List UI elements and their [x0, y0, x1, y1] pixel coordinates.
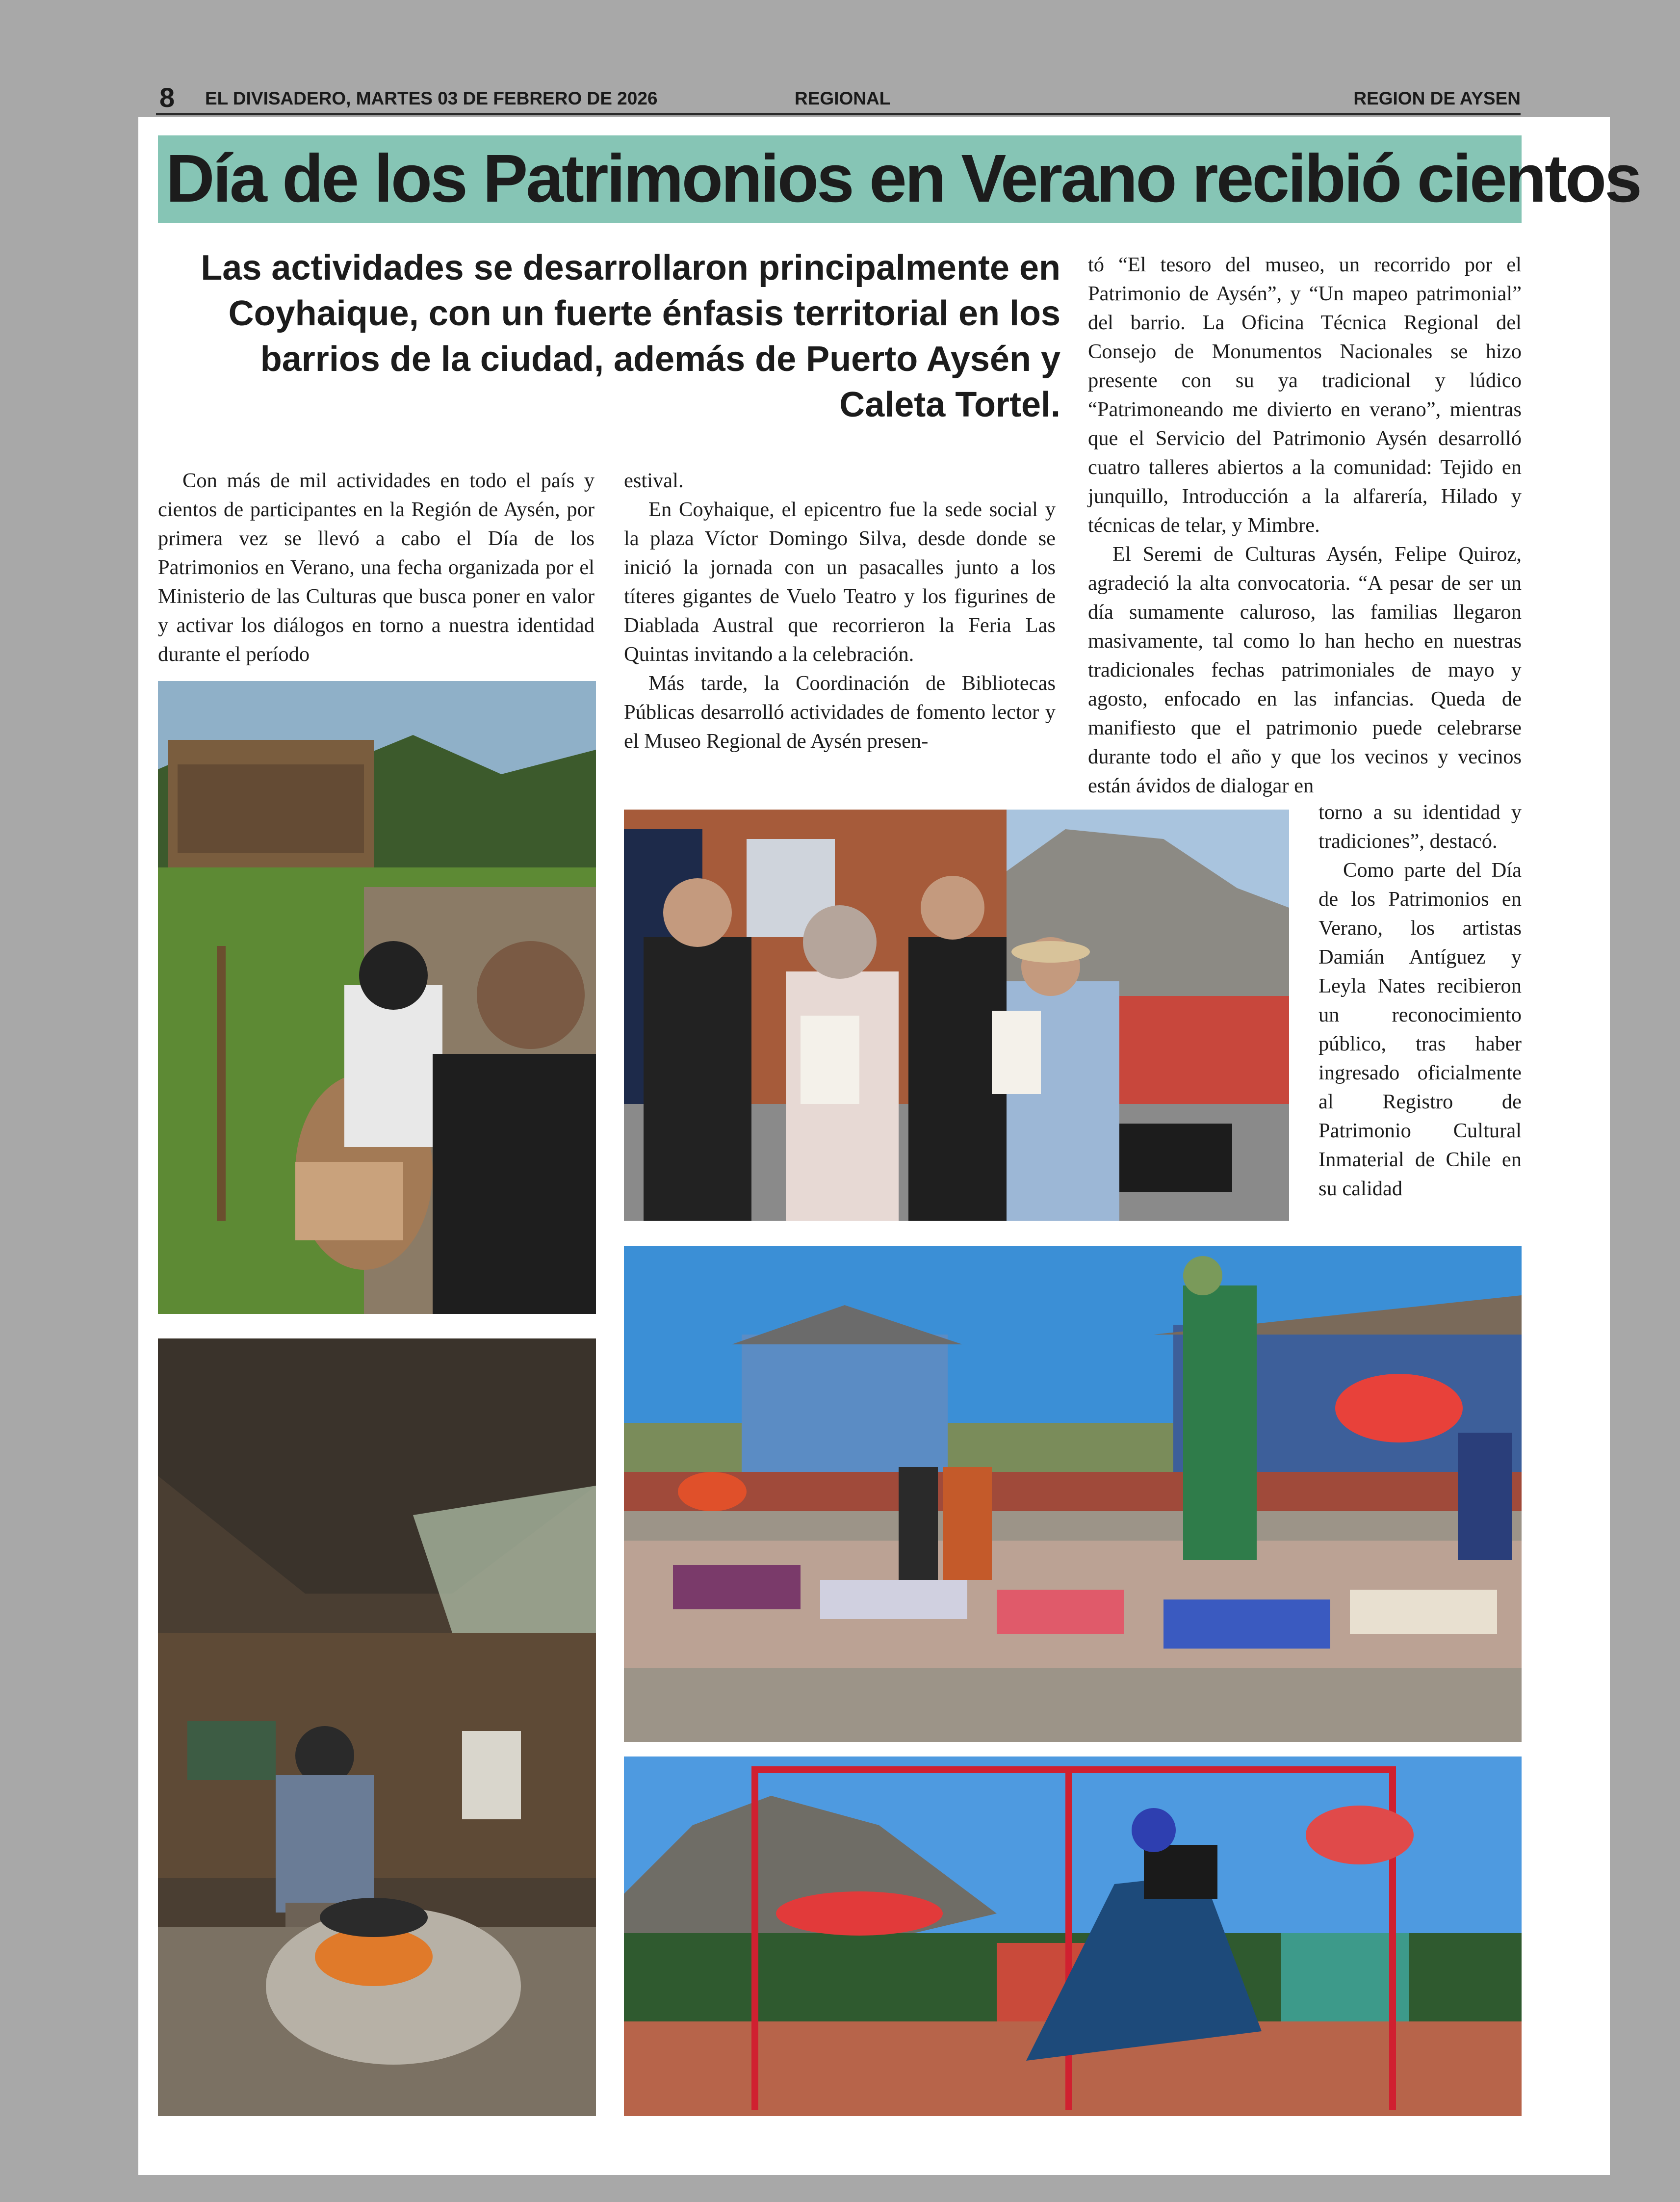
paragraph: Como parte del Día de los Patrimonios en Verano, los artistas Damián Antíguez y Leyla Nates recibieron un reconocimiento público, tras haber ingresado oficialmente al Registro de Patrimonio Cultural Inmaterial de Chile en su calidad — [1318, 859, 1522, 1200]
dancer-swing-image — [624, 1756, 1522, 2116]
paragraph: torno a su identidad y tradiciones”, destacó. — [1318, 801, 1522, 853]
campfire-image — [158, 1338, 596, 2116]
paragraph: Más tarde, la Coordinación de Bibliotecas Públicas desarrolló actividades de fomento lector y el Museo Regional de Aysén presen- — [624, 672, 1056, 753]
paragraph: En Coyhaique, el epicentro fue la sede social y la plaza Víctor Domingo Silva, desde donde se inició la jornada con un pasacalles junto a los títeres gigantes de Vuelo Teatro y los figurines de Diablada Austral que recorrieron la Feria Las Quintas invitando a la celebración. — [624, 498, 1056, 666]
newspaper-page — [138, 117, 1640, 2175]
paragraph: Con más de mil actividades en todo el país y cientos de participantes en la Región de Aysén, por primera vez se llevó a cabo el Día de los Patrimonios en Verano, una fecha organizada por el Ministerio de las Culturas que busca poner en valor y activar los diálogos en torno a nuestra identidad durante el período — [158, 469, 594, 666]
ceremony-image — [624, 810, 1289, 1221]
wood-carving-image — [158, 681, 596, 1314]
street-fair-image — [624, 1246, 1522, 1742]
campfire-photo — [158, 1338, 596, 2116]
dancer-swing-photo — [624, 1756, 1522, 2116]
article-column-2 — [624, 466, 1056, 756]
header-rule — [156, 113, 1521, 115]
section-label: REGIONAL — [795, 88, 891, 108]
paragraph: El Seremi de Culturas Aysén, Felipe Quiroz, agradeció la alta convocatoria. “A pesar de ser un día sumamente caluroso, las familias llegaron masivamente, tal como lo han hecho en nuestras tradicionales fechas patrimoniales de mayo y agosto, enfocado en las infancias. Queda de manifiesto que el patrimonio puede celebrarse durante todo el año y que los vecinos y vecinos están ávidos de dialogar en — [1088, 543, 1522, 797]
page-number: 8 — [159, 82, 175, 113]
subheadline: Las actividades se desarrollaron principalmente en Coyhaique, con un fuerte énfasis territorial en los barrios de la ciudad, además de Puerto Aysén y Caleta Tortel. — [201, 248, 1060, 424]
headline: Día de los Patrimonios en Verano recibió cientos — [166, 141, 1640, 216]
street-fair-photo — [624, 1246, 1522, 1742]
article-column-1 — [158, 466, 594, 669]
newspaper-dateline: EL DIVISADERO, MARTES 03 DE FEBRERO DE 2026 — [205, 88, 658, 108]
headline-band — [158, 135, 1640, 223]
article-column-3-narrow — [1318, 798, 1522, 1203]
page-header — [156, 84, 1521, 114]
wood-carving-photo — [158, 681, 596, 1314]
region-label: REGION DE AYSEN — [1353, 88, 1521, 108]
paragraph: tó “El tesoro del museo, un recorrido por el Patrimonio de Aysén”, y “Un mapeo patrimonial” del barrio. La Oficina Técnica Regional del Consejo de Monumentos Nacionales se hizo presente con su ya tradicional y lúdico “Patrimoneando me divierto en verano”, mientras que el Servicio del Patrimonio Aysén desarrolló cuatro talleres abiertos a la comunidad: Tejido en junquillo, Introducción a la alfarería, Hilado y técnicas de telar, y Mimbre. — [1088, 253, 1522, 537]
paragraph: estival. — [624, 469, 684, 492]
article-column-3 — [1088, 250, 1522, 800]
ceremony-photo — [624, 810, 1289, 1221]
